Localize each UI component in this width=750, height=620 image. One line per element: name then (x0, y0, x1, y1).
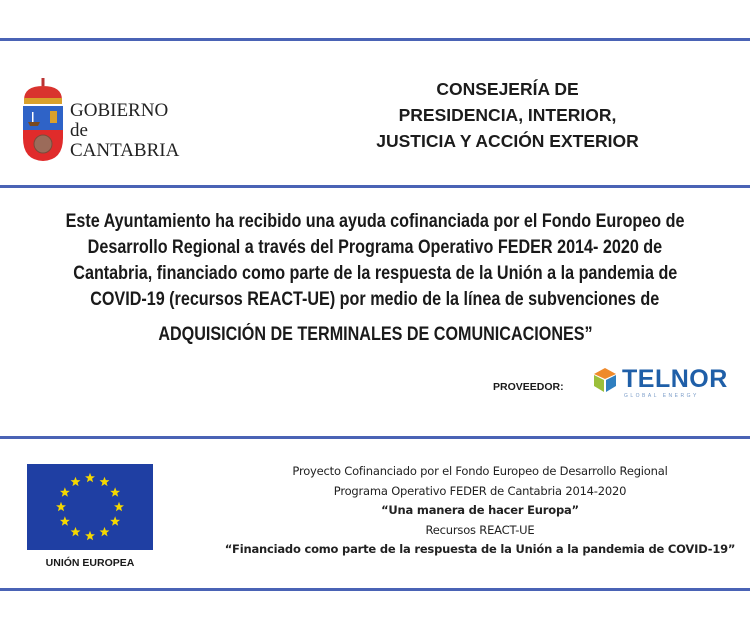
notice-line: Cantabria, financiado como parte de la respuesta de la Unión a la pandemia de (72, 263, 678, 284)
telnor-wordmark (622, 366, 728, 399)
department-line: PRESIDENCIA, INTERIOR, (398, 105, 617, 125)
logo-text (70, 101, 179, 161)
notice-line: Este Ayuntamiento ha recibido una ayuda cofinanciada por el Fondo Europeo de (65, 211, 685, 232)
funding-notice (0, 209, 750, 348)
divider-top (0, 38, 750, 41)
notice-line: COVID-19 (recursos REACT-UE) por medio de la línea de subvenciones de (90, 289, 660, 310)
provider-name: TELNOR (622, 365, 728, 393)
cofinancing-text (200, 462, 750, 560)
notice-title: ADQUISICIÓN DE TERMINALES DE COMUNICACIONES” (157, 324, 593, 345)
cofinancing-line: Proyecto Cofinanciado por el Fondo Europeo de Desarrollo Regional (292, 464, 668, 478)
department-line: CONSEJERÍA DE (436, 79, 579, 99)
logo-line-cantabria: CANTABRIA (70, 140, 180, 161)
logo-line-de: de (70, 120, 88, 141)
provider-tagline: GLOBAL ENERGY (624, 393, 699, 399)
department-title (330, 76, 685, 154)
divider-provider (0, 436, 750, 439)
cofinancing-line: Recursos REACT-UE (425, 522, 535, 537)
cofinancing-motto: “Una manera de hacer Europa” (381, 503, 579, 517)
cofinancing-line: Programa Operativo FEDER de Cantabria 2014-2020 (333, 483, 627, 498)
divider-bottom (0, 588, 750, 591)
coat-of-arms-icon (20, 78, 66, 162)
telnor-logo (592, 366, 728, 399)
eu-flag (27, 464, 153, 555)
divider-header (0, 185, 750, 188)
cofinancing-covid-line: “Financiado como parte de la respuesta de la Unión a la pandemia de COVID-19” (224, 542, 736, 556)
department-line: JUSTICIA Y ACCIÓN EXTERIOR (376, 131, 639, 151)
eu-label: UNIÓN EUROPEA (45, 557, 135, 569)
logo-line-gobierno: GOBIERNO (70, 100, 169, 121)
gobierno-cantabria-logo (20, 78, 66, 167)
provider-label: PROVEEDOR: (493, 381, 564, 393)
notice-line: Desarrollo Regional a través del Programa Operativo FEDER 2014- 2020 de (87, 237, 663, 258)
telnor-cube-icon (592, 366, 618, 394)
eu-flag-icon (27, 464, 153, 550)
